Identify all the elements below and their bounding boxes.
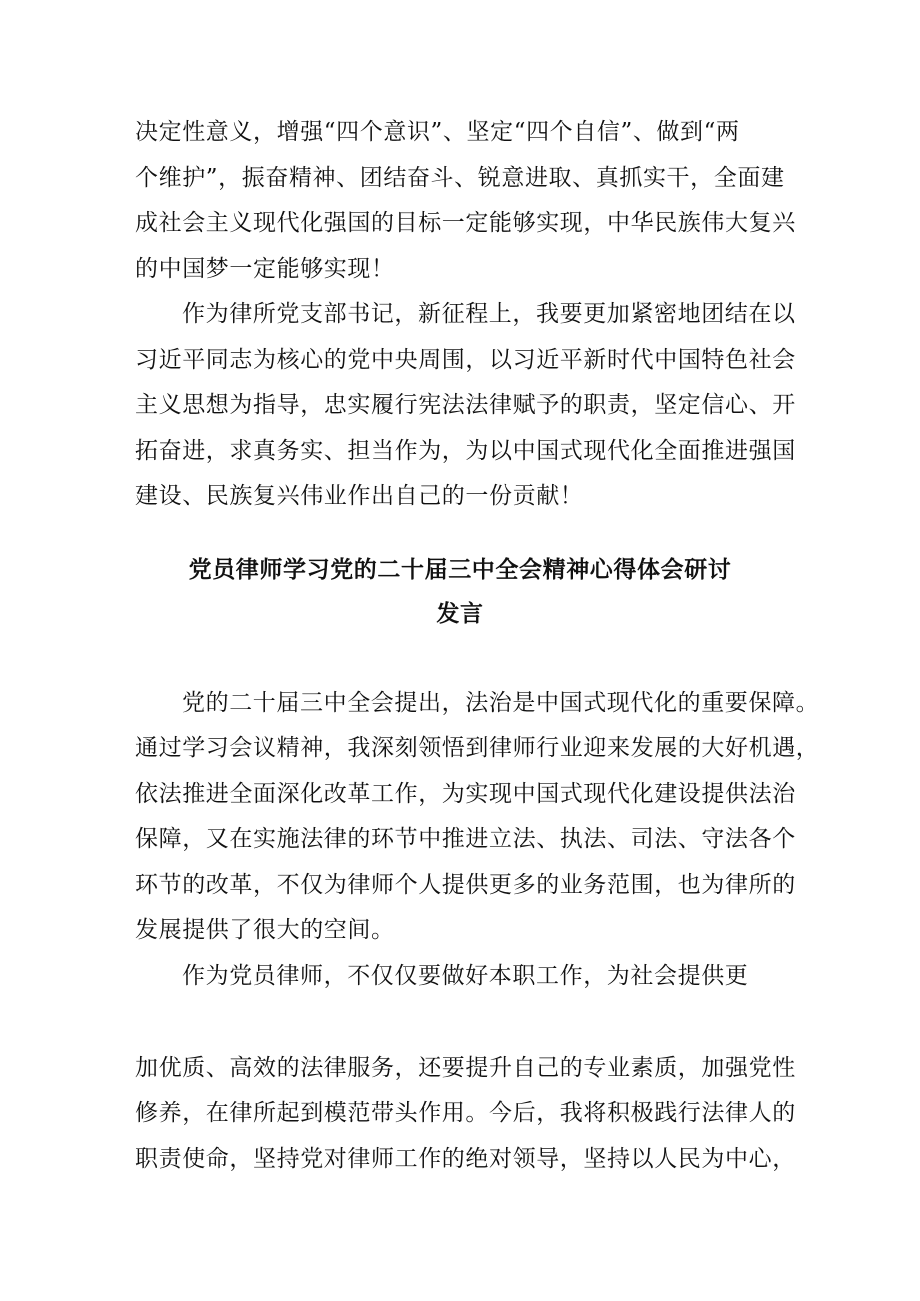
paragraph-first-line: 党的二十届三中全会提出，法治是中国式现代化的重要保障。 xyxy=(182,690,820,716)
body-text-line: 主义思想为指导，忠实履行宪法法律赋予的职责，坚定信心、开 xyxy=(135,392,796,418)
body-text-line: 通过学习会议精神，我深刻领悟到律师行业迎来发展的大好机遇， xyxy=(135,735,820,761)
body-text-line: 拓奋进，求真务实、担当作为，为以中国式现代化全面推进强国 xyxy=(135,438,796,464)
body-text-line: 建设、民族复兴伟业作出自己的一份贡献！ xyxy=(135,483,584,509)
section-title-continued: 发言 xyxy=(436,601,484,627)
body-text-line: 环节的改革，不仅为律师个人提供更多的业务范围，也为律所的 xyxy=(135,872,796,898)
body-text-line: 发展提供了很大的空间。 xyxy=(135,917,395,943)
body-text-line: 的中国梦一定能够实现！ xyxy=(135,256,395,282)
body-text-line: 习近平同志为核心的党中央周围，以习近平新时代中国特色社会 xyxy=(135,347,796,373)
body-text-line: 保障，又在实施法律的环节中推进立法、执法、司法、守法各个 xyxy=(135,826,796,852)
body-text-line: 成社会主义现代化强国的目标一定能够实现，中华民族伟大复兴 xyxy=(135,210,796,236)
paragraph-first-line: 作为律所党支部书记，新征程上，我要更加紧密地团结在以 xyxy=(182,301,796,327)
paragraph-first-line: 作为党员律师，不仅仅要做好本职工作，为社会提供更 xyxy=(182,963,749,989)
body-text-line: 依法推进全面深化改革工作，为实现中国式现代化建设提供法治 xyxy=(135,781,796,807)
body-text-line: 个维护”，振奋精神、团结奋斗、锐意进取、真抓实干，全面建 xyxy=(135,165,785,191)
section-title: 党员律师学习党的二十届三中全会精神心得体会研讨 xyxy=(188,557,732,583)
body-text-line: 职责使命，坚持党对律师工作的绝对领导，坚持以人民为中心， xyxy=(135,1146,796,1172)
body-text-line: 加优质、高效的法律服务，还要提升自己的专业素质，加强党性 xyxy=(135,1055,796,1081)
body-text-line: 决定性意义，增强“四个意识”、坚定“四个自信”、做到“两 xyxy=(135,119,740,145)
body-text-line: 修养，在律所起到模范带头作用。今后，我将积极践行法律人的 xyxy=(135,1100,796,1126)
